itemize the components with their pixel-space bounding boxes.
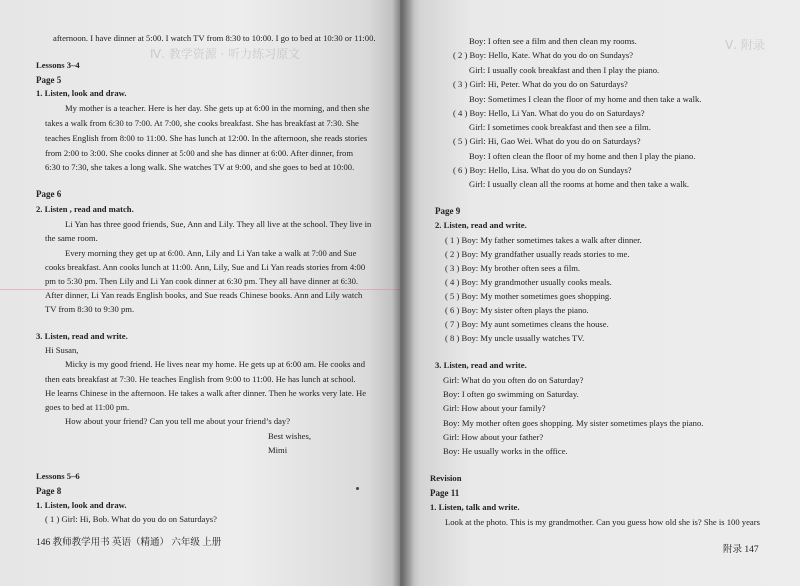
lesson-heading: Lessons 5–6 [36,471,80,481]
page-heading: Page 5 [36,75,62,85]
bleed-through-heading: Ⅴ. 附录 [725,38,765,52]
text-line: then eats breakfast at 7:30. He teaches English from 9:00 to 11:00. He has lunch at school. [45,374,356,384]
text-line: pm to 5:30 pm. Then Lily and Li Yan cook dinner at 6:30 pm. They all have dinner at 6:30. [45,276,359,286]
text-line: from 2:00 to 3:00. She cooks dinner at 5:00 and she has dinner at 6:00. After dinner, from [45,148,354,158]
speck [356,487,359,490]
text-line: Li Yan has three good friends, Sue, Ann and Lily. They all live at the school. They live in [65,219,372,229]
text-line: Boy: He usually works in the office. [443,446,568,456]
text-line: the same room. [45,233,98,243]
text-line: My mother is a teacher. Here is her day. She gets up at 6:00 in the morning, and then she [65,103,370,113]
text-line: Girl: How about your father? [443,432,544,442]
text-line: Girl: How about your family? [443,403,546,413]
exercise-heading: 2. Listen , read and match. [36,204,134,214]
text-line: Boy: I often see a film and then clean my rooms. [469,36,637,46]
page-footer: 附录 147 [723,545,759,555]
text-line: ( 6 ) Boy: Hello, Lisa. What do you do on Sundays? [453,165,632,175]
text-line: Micky is my good friend. He lives near my home. He gets up at 6:00 am. He cooks and [65,359,366,369]
text-line: Every morning they get up at 6:00. Ann, Lily and Li Yan take a walk at 7:00 and Sue [65,248,357,258]
text-line: takes a walk from 6:30 to 7:00. At 7:00, she cooks breakfast. She has breakfast at 7:30. She [45,118,359,128]
right-page [400,0,800,586]
text-line: ( 3 ) Girl: Hi, Peter. What do you do on Saturdays? [453,79,628,89]
text-line: Boy: Sometimes I clean the floor of my home and then take a walk. [469,94,702,104]
text-line: Girl: I sometimes cook breakfast and then see a film. [469,122,651,132]
book-gutter-shadow [392,0,414,586]
text-line: TV from 8:30 to 9:30 pm. [45,304,135,314]
page-heading: Page 9 [435,206,461,216]
text-line: Hi Susan, [45,345,79,355]
text-line: ( 4 ) Boy: My grandmother usually cooks meals. [445,277,612,287]
text-line: ( 2 ) Boy: My grandfather usually reads stories to me. [445,249,630,259]
lesson-heading: Lessons 3–4 [36,60,80,70]
text-line: cooks breakfast. Ann cooks lunch at 11:00. Ann, Lily, Sue and Li Yan reads stories from 4:00 [45,262,366,272]
text-line: How about your friend? Can you tell me about your friend’s day? [65,416,291,426]
text-line: ( 2 ) Boy: Hello, Kate. What do you do on Sundays? [453,50,634,60]
bleed-through-heading: Ⅳ. 教学资源 · 听力练习原文 [150,47,301,61]
exercise-heading: 3. Listen, read and write. [435,360,527,370]
text-line: ( 1 ) Girl: Hi, Bob. What do you do on Saturdays? [45,514,217,524]
page-heading: Page 6 [36,189,62,199]
exercise-heading: 1. Listen, talk and write. [430,502,520,512]
text-line: teaches English from 8:00 to 11:00. She has lunch at 12:00. In the afternoon, she reads stories [45,133,368,143]
text-line: ( 8 ) Boy: My uncle usually watches TV. [445,333,585,343]
text-line: ( 4 ) Boy: Hello, Li Yan. What do you do on Saturdays? [453,108,645,118]
text-line: Best wishes, [268,431,311,441]
text-line: Boy: I often clean the floor of my home and then I play the piano. [469,151,696,161]
text-line: Girl: I usually cook breakfast and then I play the piano. [469,65,660,75]
section-heading: Revision [430,473,462,483]
text-line: afternoon. I have dinner at 5:00. I watch TV from 8:30 to 10:00. I go to bed at 10:30 or 11:00. [53,33,376,43]
exercise-heading: 1. Listen, look and draw. [36,88,127,98]
text-line: goes to bed at 11:00 pm. [45,402,130,412]
text-line: Girl: I usually clean all the rooms at home and then take a walk. [469,179,690,189]
page-footer: 146 教师教学用书 英语（精通） 六年级 上册 [36,538,222,548]
text-line: Girl: What do you often do on Saturday? [443,375,584,385]
text-line: ( 5 ) Boy: My mother sometimes goes shopping. [445,291,612,301]
text-line: Boy: My mother often goes shopping. My sister sometimes plays the piano. [443,418,704,428]
text-line: ( 6 ) Boy: My sister often plays the piano. [445,305,589,315]
text-line: After dinner, Li Yan reads English books, and Sue reads Chinese books. Ann and Lily watch [45,290,363,300]
exercise-heading: 3. Listen, read and write. [36,331,128,341]
text-line: Look at the photo. This is my grandmother. Can you guess how old she is? She is 100 years [445,517,760,527]
text-line: ( 7 ) Boy: My aunt sometimes cleans the house. [445,319,609,329]
exercise-heading: 2. Listen, read and write. [435,220,527,230]
exercise-heading: 1. Listen, look and draw. [36,500,127,510]
text-line: ( 3 ) Boy: My brother often sees a film. [445,263,581,273]
text-line: Mimi [268,445,288,455]
text-line: He learns Chinese in the afternoon. He takes a walk after dinner. Then he works very late. He [45,388,367,398]
text-line: 6:30 to 7:30, she takes a long walk. She watches TV at 9:00, and she goes to bed at 10:00. [45,162,355,172]
text-line: ( 5 ) Girl: Hi, Gao Wei. What do you do on Saturdays? [453,136,641,146]
text-line: Boy: I often go swimming on Saturday. [443,389,579,399]
text-line: ( 1 ) Boy: My father sometimes takes a walk after dinner. [445,235,642,245]
page-heading: Page 8 [36,486,62,496]
page-heading: Page 11 [430,488,460,498]
